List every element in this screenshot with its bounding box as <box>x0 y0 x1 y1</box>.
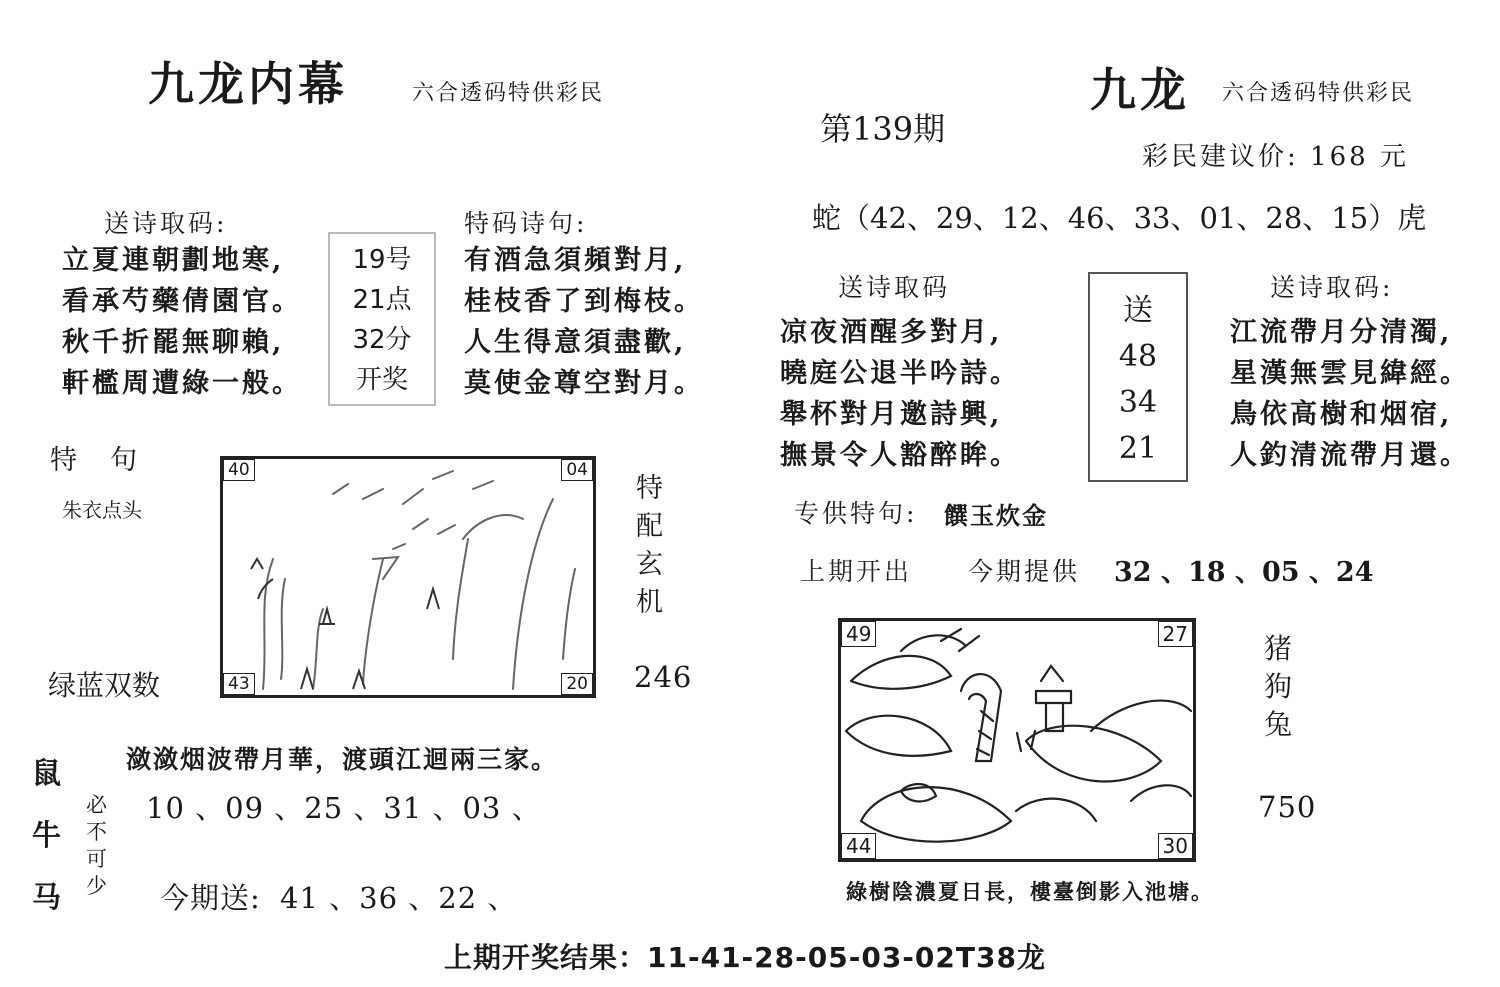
draw-time-box <box>328 232 436 406</box>
right-side-number: 750 <box>1258 790 1317 824</box>
zodiac-char: 牛 <box>32 818 62 852</box>
left-side-vertical <box>636 470 663 622</box>
left-subtitle: 六合透码特供彩民 <box>412 81 605 106</box>
must-char: 少 <box>86 874 107 898</box>
right-poem-1 <box>780 312 1020 476</box>
this-numbers: 32 、18 、05 、24 <box>1114 557 1374 588</box>
issue-number: 第139期 <box>820 110 946 148</box>
corner-bottom-right: 20 <box>561 673 593 695</box>
corner-bottom-right: 30 <box>1158 833 1193 859</box>
snake-tiger-numbers: 蛇（42、29、12、46、33、01、28、15）虎 <box>812 201 1427 235</box>
sketch-grass-image <box>223 459 593 695</box>
poem-line: 有酒急須頻對月, <box>464 245 687 276</box>
special-poem <box>464 240 704 404</box>
vertical-char: 玄 <box>636 549 663 580</box>
send-box <box>1088 272 1188 482</box>
draw-open: 开奖 <box>355 365 408 395</box>
right-side-vertical <box>1264 630 1292 744</box>
left-title: 九龙内幕 <box>148 57 348 111</box>
poem-line: 星漢無雲見緯經。 <box>1230 358 1470 389</box>
corner-bottom-left: 44 <box>841 833 876 859</box>
color-hint: 绿蓝双数 <box>48 669 161 702</box>
left-side-number: 246 <box>634 660 693 694</box>
today-numbers: 41 、36 、22 、 <box>280 881 518 915</box>
corner-bottom-left: 43 <box>223 673 255 695</box>
right-subtitle: 六合透码特供彩民 <box>1222 81 1415 106</box>
right-poem-label-1: 送诗取码 <box>838 273 951 302</box>
poem-line: 舉杯對月邀詩興, <box>780 399 1003 430</box>
poem-line: 鳥依高樹和烟宿, <box>1230 399 1453 430</box>
send-number: 48 <box>1118 339 1158 374</box>
corner-top-right: 27 <box>1158 621 1193 647</box>
last-draw-result: 上期开奖结果：11-41-28-05-03-02T38龙 <box>444 941 1046 974</box>
must-label <box>86 792 107 900</box>
right-title: 九龙 <box>1090 63 1190 117</box>
zodiac-char: 鼠 <box>32 756 62 790</box>
price: 彩民建议价: 168 元 <box>1142 142 1409 172</box>
this-label: 今期提供 <box>968 557 1081 586</box>
right-picture <box>838 618 1196 862</box>
sketch-leaves-image <box>841 621 1193 859</box>
tejv-text: 朱衣点头 <box>62 498 142 522</box>
vertical-char: 兔 <box>1264 708 1293 741</box>
poem-line: 莫使金尊空對月。 <box>464 368 704 399</box>
poem-line: 江流帶月分清濁, <box>1230 317 1453 348</box>
corner-top-left: 40 <box>223 459 255 481</box>
vertical-char: 狗 <box>1264 670 1293 703</box>
poem-line: 撫景令人豁醉眸。 <box>780 440 1020 471</box>
vertical-char: 特 <box>636 473 663 504</box>
today-label: 今期送: <box>160 881 261 915</box>
right-caption: 綠樹陰濃夏日長，樓臺倒影入池塘。 <box>846 879 1214 904</box>
poem-line: 立夏連朝劃地寒, <box>62 245 285 276</box>
left-poem-line: 潋潋烟波帶月華，渡頭江迴兩三家。 <box>126 745 559 774</box>
draw-hour: 21点 <box>352 285 412 315</box>
send-number: 34 <box>1118 385 1158 420</box>
tejv-label: 特 句 <box>50 445 140 476</box>
send-label: 送 <box>1123 293 1153 328</box>
special-poem-label: 特码诗句: <box>464 209 588 238</box>
corner-top-right: 04 <box>561 459 593 481</box>
poem-line: 人釣清流帶月還。 <box>1230 440 1470 471</box>
poem-line: 曉庭公退半吟詩。 <box>780 358 1020 389</box>
zodiac-column <box>32 742 61 928</box>
right-poem-label-2: 送诗取码: <box>1270 273 1394 302</box>
must-char: 可 <box>86 847 107 871</box>
draw-minute: 32分 <box>352 325 412 355</box>
zodiac-char: 马 <box>32 880 62 914</box>
right-poem-2 <box>1230 312 1470 476</box>
corner-top-left: 49 <box>841 621 876 647</box>
poem-line: 人生得意須盡歡, <box>464 327 687 358</box>
last-label: 上期开出 <box>800 557 913 586</box>
poem-line: 秋千折罷無聊賴, <box>62 327 285 358</box>
left-poem <box>62 240 302 404</box>
poem-line: 桂枝香了到梅枝。 <box>464 286 704 317</box>
special-label: 专供特句: <box>794 499 918 528</box>
vertical-char: 配 <box>636 511 663 542</box>
poem-line: 看承芍藥倩園官。 <box>62 286 302 317</box>
left-picture <box>220 456 596 698</box>
must-numbers: 10 、09 、25 、31 、03 、 <box>146 791 542 825</box>
poem-line: 凉夜酒醒多對月, <box>780 317 1003 348</box>
special-text: 饌玉炊金 <box>944 501 1048 530</box>
left-poem-label: 送诗取码: <box>104 209 228 238</box>
vertical-char: 机 <box>636 587 663 618</box>
draw-number: 19号 <box>352 245 412 275</box>
vertical-char: 猪 <box>1264 632 1293 665</box>
must-char: 不 <box>86 820 107 844</box>
send-number: 21 <box>1118 431 1158 466</box>
must-char: 必 <box>86 793 107 817</box>
poem-line: 軒檻周遭綠一般。 <box>62 368 302 399</box>
